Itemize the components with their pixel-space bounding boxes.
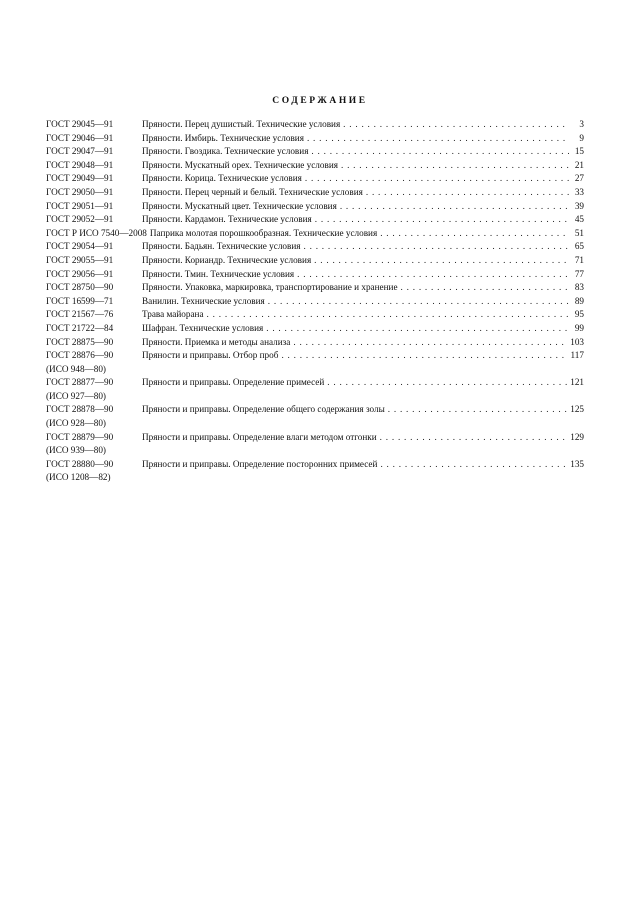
toc-entry xyxy=(46,281,584,295)
entry-title: Пряности и приправы. Определение примесей xyxy=(142,377,325,388)
page-number: 33 xyxy=(574,186,584,197)
entry-title: Пряности. Имбирь. Технические условия xyxy=(142,132,304,143)
dot-leader xyxy=(281,349,567,363)
toc-entry xyxy=(46,118,584,132)
page-number: 27 xyxy=(574,173,584,184)
entry-title: Пряности. Перец душистый. Технические условия xyxy=(142,119,341,129)
standard-code: ГОСТ 29052—91 xyxy=(46,214,114,225)
toc-entry xyxy=(46,336,584,350)
toc-entry xyxy=(46,200,584,214)
iso-reference: (ИСО 939—80) xyxy=(46,445,106,456)
page-number: 15 xyxy=(574,146,584,157)
toc-entry xyxy=(46,240,584,254)
iso-reference: (ИСО 928—80) xyxy=(46,418,106,429)
page-number: 83 xyxy=(574,282,584,293)
page-number: 117 xyxy=(570,350,584,361)
page-number: 3 xyxy=(579,119,584,129)
toc-entry xyxy=(46,376,584,390)
page-number: 121 xyxy=(570,377,584,388)
entry-title: Пряности. Приемка и методы анализа xyxy=(142,336,291,347)
entry-body xyxy=(142,376,584,390)
standard-code: ГОСТ 28877—90 xyxy=(46,377,114,388)
dot-leader xyxy=(307,132,569,146)
standard-code: ГОСТ 28878—90 xyxy=(46,404,114,415)
entry-body xyxy=(142,132,584,146)
entry-title: Пряности. Кориандр. Технические условия xyxy=(142,254,312,265)
entry-title: Пряности. Перец черный и белый. Технические условия xyxy=(142,186,363,197)
entry-body xyxy=(142,159,584,173)
dot-leader xyxy=(340,200,569,214)
dot-leader xyxy=(380,458,567,472)
dot-leader xyxy=(380,227,569,241)
toc-entry xyxy=(46,308,584,322)
entry-body xyxy=(150,227,584,241)
standard-code: ГОСТ 28750—90 xyxy=(46,282,114,293)
page-number: 95 xyxy=(574,309,584,320)
standard-code: ГОСТ 28879—90 xyxy=(46,431,114,442)
entry-body xyxy=(142,295,584,309)
page-number: 103 xyxy=(570,336,584,347)
toc-entry xyxy=(46,268,584,282)
standard-code: ГОСТ 21567—76 xyxy=(46,309,114,320)
page-number: 65 xyxy=(574,241,584,252)
entry-title: Пряности. Мускатный орех. Технические условия xyxy=(142,159,338,170)
dot-leader xyxy=(341,159,569,173)
iso-reference: (ИСО 1208—82) xyxy=(46,472,111,483)
entry-body xyxy=(142,458,584,472)
standard-code: ГОСТ 29055—91 xyxy=(46,254,114,265)
table-of-contents xyxy=(46,118,584,485)
entry-title: Пряности. Упаковка, маркировка, транспортирование и хранение xyxy=(142,282,398,293)
page-number: 9 xyxy=(579,132,584,143)
entry-body xyxy=(142,186,584,200)
page-number: 99 xyxy=(574,322,584,333)
entry-title: Пряности. Тмин. Технические условия xyxy=(142,268,295,279)
standard-code: ГОСТ 29045—91 xyxy=(46,119,114,129)
entry-body xyxy=(142,145,584,159)
dot-leader xyxy=(268,295,569,309)
toc-entry xyxy=(46,132,584,146)
iso-reference: (ИСО 927—80) xyxy=(46,390,106,401)
dot-leader xyxy=(266,322,569,336)
toc-entry xyxy=(46,159,584,173)
standard-code: ГОСТ 29049—91 xyxy=(46,173,114,184)
dot-leader xyxy=(366,186,569,200)
toc-entry xyxy=(46,186,584,200)
toc-entry xyxy=(46,295,584,309)
standard-code: ГОСТ 29050—91 xyxy=(46,186,114,197)
entry-title: Пряности. Корица. Технические условия xyxy=(142,173,302,184)
entry-title: Пряности. Кардамон. Технические условия xyxy=(142,214,312,225)
standard-code: ГОСТ 29054—91 xyxy=(46,241,114,252)
standard-code: ГОСТ 28876—90 xyxy=(46,350,114,361)
entry-title: Пряности. Бадьян. Технические условия xyxy=(142,241,301,252)
entry-body xyxy=(142,336,584,350)
entry-title: Пряности и приправы. Определение общего содержания золы xyxy=(142,404,385,415)
toc-entry xyxy=(46,431,584,445)
entry-body xyxy=(142,200,584,214)
toc-entry xyxy=(46,227,584,241)
entry-body xyxy=(142,254,584,268)
page-number: 125 xyxy=(570,404,584,415)
toc-entry xyxy=(46,322,584,336)
entry-title: Ванилин. Технические условия xyxy=(142,295,265,306)
standard-code: ГОСТ 29048—91 xyxy=(46,159,114,170)
dot-leader xyxy=(343,118,569,132)
toc-entry xyxy=(46,172,584,186)
toc-entry xyxy=(46,349,584,363)
entry-title: Пряности и приправы. Определение влаги методом отгонки xyxy=(142,431,377,442)
page-number: 39 xyxy=(574,200,584,211)
dot-leader xyxy=(297,268,569,282)
page-number: 21 xyxy=(574,159,584,170)
toc-title: СОДЕРЖАНИЕ xyxy=(272,96,368,106)
standard-code: ГОСТ 16599—71 xyxy=(46,295,114,306)
entry-body xyxy=(142,281,584,295)
entry-body xyxy=(142,268,584,282)
entry-title: Паприка молотая порошкообразная. Технические условия xyxy=(149,227,378,238)
dot-leader xyxy=(315,213,569,227)
entry-body xyxy=(142,118,584,132)
toc-entry xyxy=(46,145,584,159)
entry-title: Пряности и приправы. Определение посторонних примесей xyxy=(142,458,378,469)
dot-leader xyxy=(314,254,569,268)
page-number: 77 xyxy=(574,268,584,279)
iso-reference: (ИСО 948—80) xyxy=(46,363,106,374)
entry-body xyxy=(142,240,584,254)
dot-leader xyxy=(401,281,569,295)
entry-title: Пряности. Мускатный цвет. Технические условия xyxy=(142,200,337,211)
dot-leader xyxy=(311,145,569,159)
entry-title: Шафран. Технические условия xyxy=(142,322,264,333)
entry-body xyxy=(142,403,584,417)
toc-entry xyxy=(46,254,584,268)
dot-leader xyxy=(207,308,569,322)
page-number: 129 xyxy=(570,431,584,442)
standard-code: ГОСТ 29046—91 xyxy=(46,132,114,143)
standard-code: ГОСТ 29047—91 xyxy=(46,146,114,157)
page-number: 71 xyxy=(574,254,584,265)
dot-leader xyxy=(388,403,567,417)
page-number: 89 xyxy=(574,295,584,306)
dot-leader xyxy=(327,376,567,390)
dot-leader xyxy=(380,431,568,445)
standard-code: ГОСТ 28875—90 xyxy=(46,336,114,347)
toc-entry xyxy=(46,458,584,472)
page-number: 51 xyxy=(574,227,584,238)
page-number: 135 xyxy=(570,458,584,469)
page-number: 45 xyxy=(574,214,584,225)
standard-code: ГОСТ 29051—91 xyxy=(46,200,114,211)
entry-body xyxy=(142,322,584,336)
standard-code: ГОСТ 29056—91 xyxy=(46,268,114,279)
entry-body xyxy=(142,349,584,363)
toc-entry xyxy=(46,403,584,417)
entry-title: Пряности. Гвоздика. Технические условия xyxy=(142,146,309,157)
entry-title: Пряности и приправы. Отбор проб xyxy=(142,350,279,361)
entry-body xyxy=(142,172,584,186)
standard-code: ГОСТ 21722—84 xyxy=(46,322,114,333)
toc-entry xyxy=(46,213,584,227)
entry-body xyxy=(142,213,584,227)
dot-leader xyxy=(293,336,567,350)
dot-leader xyxy=(304,240,570,254)
entry-body xyxy=(142,431,584,445)
dot-leader xyxy=(305,172,569,186)
entry-body xyxy=(142,308,584,322)
entry-title: Трава майорана xyxy=(142,309,204,320)
standard-code: ГОСТ 28880—90 xyxy=(46,458,114,469)
standard-code: ГОСТ Р ИСО 7540—2008 xyxy=(46,227,147,238)
